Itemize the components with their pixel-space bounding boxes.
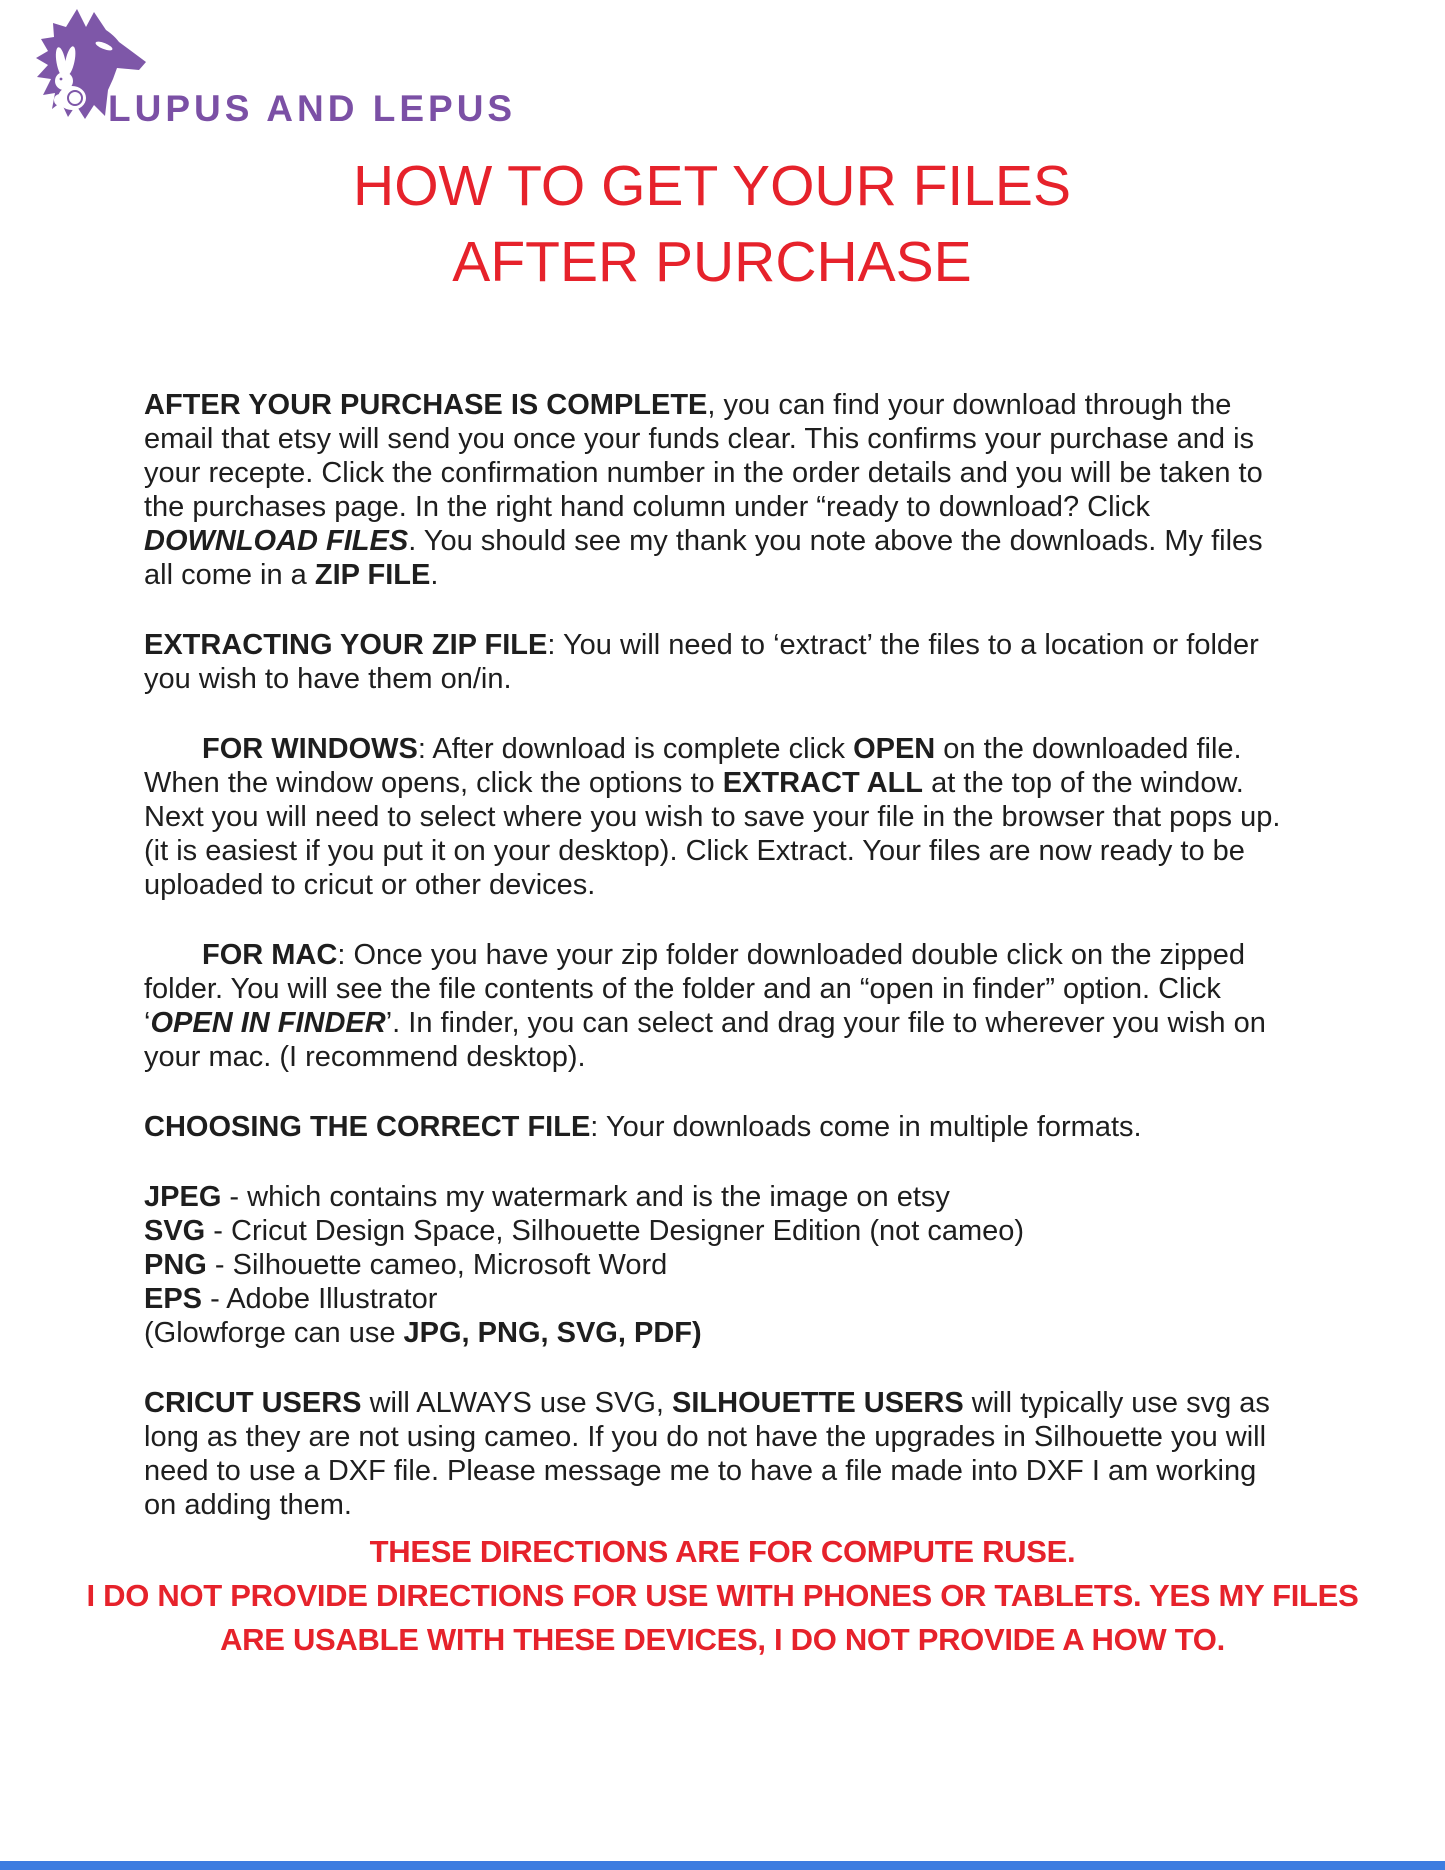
device-notice: [0, 1530, 1445, 1662]
paragraph-choosing-file: CHOOSING THE CORRECT FILE: Your downloads come in multiple formats.: [144, 1111, 1142, 1143]
paragraph-cricut-users: CRICUT USERS will ALWAYS use SVG, SILHOUETTE USERS will typically use svg as long as they are not using cameo. If you do not have the upgrades in Silhouette you will need to use a DXF file. Please message me to have a file made into DXF I am working on adding them.: [144, 1387, 1270, 1521]
notice-line: THESE DIRECTIONS ARE FOR COMPUTE RUSE.: [369, 1534, 1076, 1569]
page-title: [144, 148, 1280, 300]
paragraph-after-purchase: AFTER YOUR PURCHASE IS COMPLETE, you can find your download through the email that etsy will send you once your funds clear. This confirms your purchase and is your recepte. Click the confirmation number in the order details and you will be taken to the purchases page. In the right hand column under “ready to download? Click DOWNLOAD FILES. You should see my thank you note above the downloads. My files all come in a ZIP FILE.: [144, 389, 1263, 591]
paragraph-for-windows: FOR WINDOWS: After download is complete click OPEN on the downloaded file. When the window opens, click the options to EXTRACT ALL at the top of the window. Next you will need to select where you wish to save your file in the browser that pops up. (it is easiest if you put it on your desktop). Click Extract. Your files are now ready to be uploaded to cricut or other devices.: [144, 733, 1281, 901]
paragraph-for-mac: FOR MAC: Once you have your zip folder downloaded double click on the zipped folder. You will see the file contents of the folder and an “open in finder” option. Click ‘OPEN IN FINDER’. In finder, you can select and drag your file to wherever you wish on your mac. (I recommend desktop).: [144, 939, 1266, 1073]
file-format-jpeg: JPEG - which contains my watermark and is the image on etsy: [144, 1181, 950, 1213]
page-title-line1: HOW TO GET YOUR FILES: [353, 154, 1071, 218]
footer-bar: [0, 1861, 1445, 1870]
notice-line: I DO NOT PROVIDE DIRECTIONS FOR USE WITH PHONES OR TABLETS. YES MY FILES: [86, 1578, 1359, 1613]
file-format-eps: EPS - Adobe Illustrator: [144, 1283, 438, 1315]
brand-name: LUPUS AND LEPUS: [108, 88, 517, 129]
file-format-glowforge: (Glowforge can use JPG, PNG, SVG, PDF): [144, 1317, 702, 1349]
file-format-png: PNG - Silhouette cameo, Microsoft Word: [144, 1249, 668, 1281]
notice-line: ARE USABLE WITH THESE DEVICES, I DO NOT PROVIDE A HOW TO.: [220, 1622, 1225, 1657]
instructions-body: [144, 388, 1284, 1558]
brand-logo: [20, 6, 517, 132]
paragraph-extracting-zip: EXTRACTING YOUR ZIP FILE: You will need to ‘extract’ the files to a location or folder you wish to have them on/in.: [144, 629, 1259, 695]
page-title-line2: AFTER PURCHASE: [452, 230, 972, 294]
file-format-svg: SVG - Cricut Design Space, Silhouette Designer Edition (not cameo): [144, 1215, 1025, 1247]
